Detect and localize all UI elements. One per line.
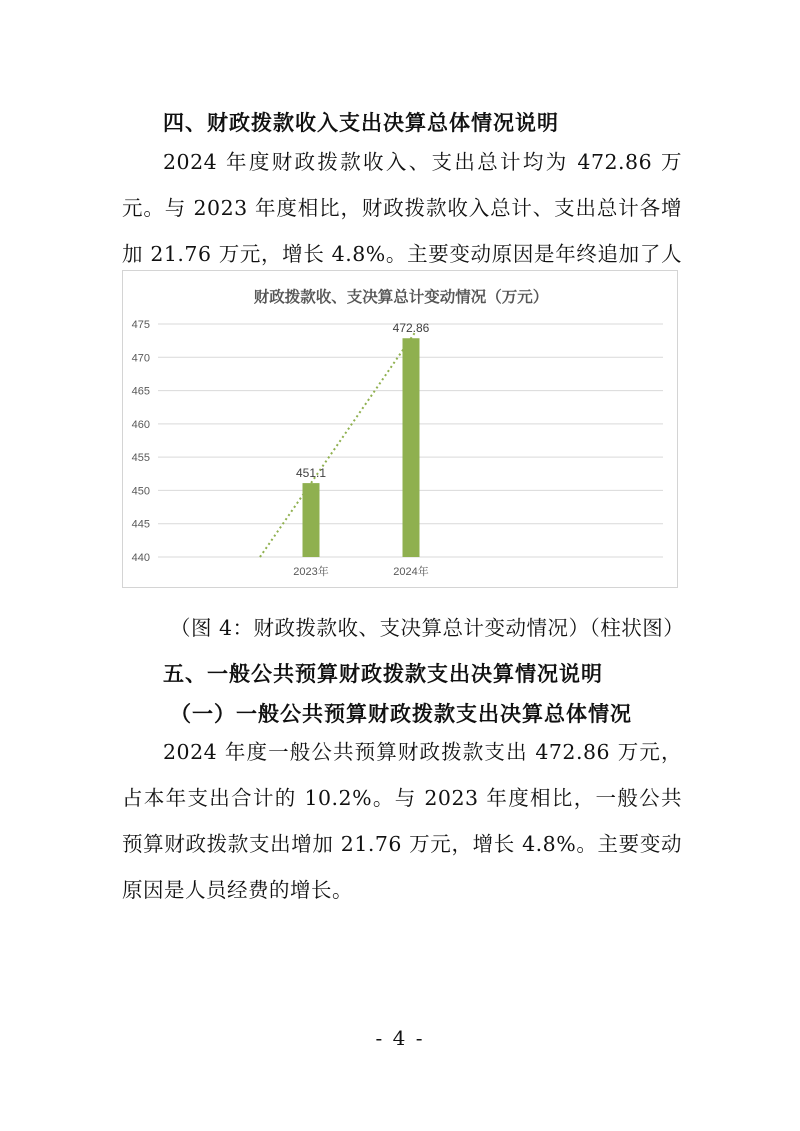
chart-title: 财政拨款收、支决算总计变动情况（万元） — [253, 289, 549, 306]
bar-chart — [122, 270, 678, 588]
chart-canvas — [123, 271, 679, 589]
y-tick-label: 445 — [131, 518, 150, 531]
bar-value-label: 472.86 — [392, 321, 430, 336]
bars — [296, 321, 430, 557]
y-tick-label: 475 — [131, 319, 150, 331]
section-5-text: 2024 年度一般公共预算财政拨款支出 472.86 万元，占本年支出合计的 10.2%。与 2023 年度相比，一般公共预算财政拨款支出增加 21.76 万元，增长 4.8%。主要变动原因是人员经费的增长。 — [122, 740, 682, 902]
section-5-paragraph — [122, 729, 682, 913]
x-axis-labels — [293, 564, 428, 578]
section-5-subheading: （一）一般公共预算财政拨款支出决算总体情况 — [170, 701, 632, 726]
x-tick-label: 2023年 — [293, 566, 329, 578]
y-tick-label: 460 — [131, 418, 150, 431]
y-tick-label: 470 — [131, 352, 150, 365]
bar-value-label: 451.1 — [295, 466, 327, 481]
x-tick-label: 2024年 — [393, 566, 429, 578]
y-tick-label: 465 — [131, 385, 150, 398]
y-tick-label: 455 — [131, 452, 150, 465]
figure-caption: （图 4：财政拨款收、支决算总计变动情况）（柱状图） — [170, 616, 685, 640]
y-axis-ticks — [132, 319, 150, 564]
section-4-text: 2024 年度财政拨款收入、支出总计均为 472.86 万元。与 2023 年度相比，财政拨款收入总计、支出总计各增加 21.76 万元，增长 4.8%。主要变动原因是年终追加了人 — [122, 150, 682, 266]
page-number: - 4 - — [375, 1026, 425, 1050]
bar-2023年 — [303, 483, 320, 557]
y-tick-label: 450 — [131, 485, 150, 498]
y-tick-label: 440 — [131, 552, 150, 564]
bar-2024年 — [403, 338, 420, 557]
section-4-heading: 四、财政拨款收入支出决算总体情况说明 — [163, 110, 559, 135]
section-5-heading: 五、一般公共预算财政拨款支出决算情况说明 — [163, 661, 603, 686]
